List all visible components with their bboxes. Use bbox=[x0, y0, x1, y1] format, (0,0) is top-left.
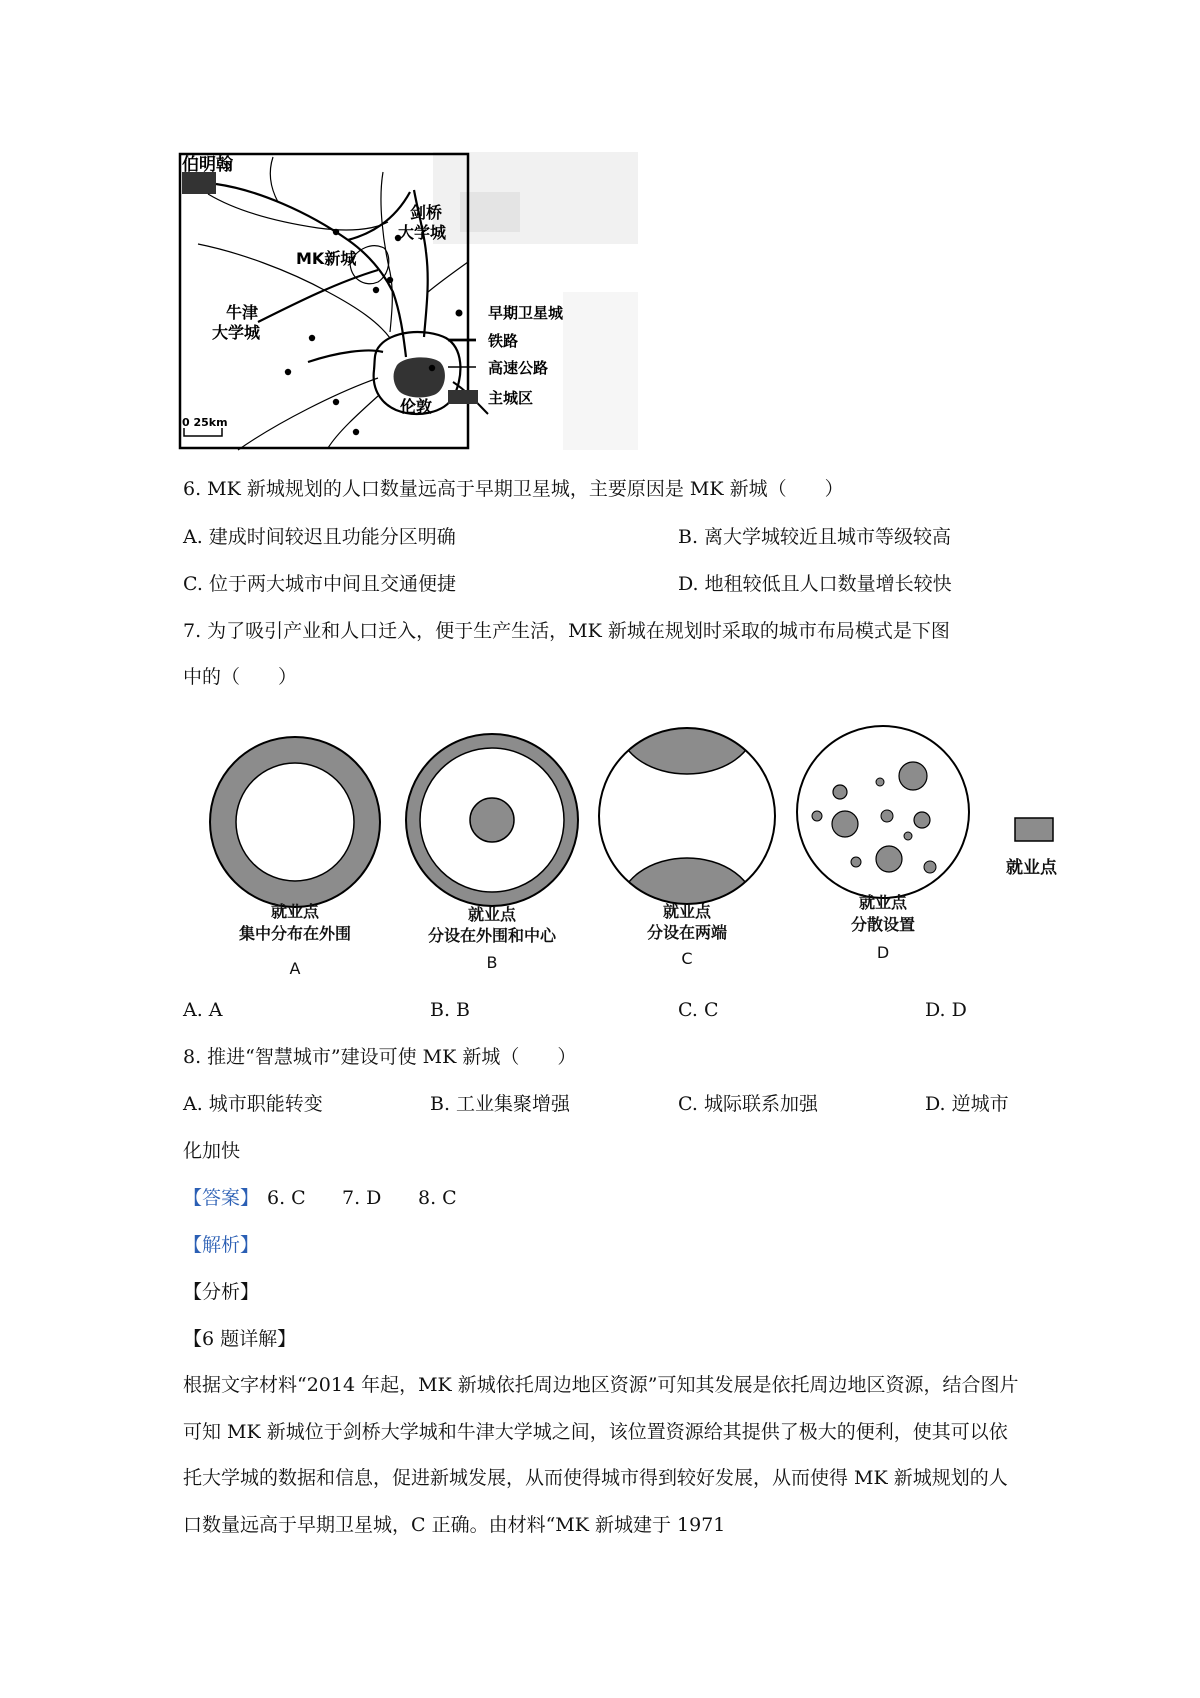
analysis-label: 【解析】 bbox=[183, 1234, 260, 1256]
diagram-legend-swatch bbox=[1015, 818, 1053, 841]
answer-label: 【答案】 bbox=[183, 1187, 260, 1209]
diagram-d-spot bbox=[833, 785, 847, 799]
railway-line bbox=[308, 350, 383, 362]
diagram-a-caption: 集中分布在外围 bbox=[238, 924, 352, 943]
legend-main-area-icon bbox=[448, 390, 478, 404]
detail-paragraph: 根据文字材料“2014 年起，MK 新城依托周边地区资源”可知其发展是依托周边地区资源，结合图片可知 MK 新城位于剑桥大学城和牛津大学城之间，该位置资源给其提供了极大的便利，使其可以依托大学城的数据和信息，促进新城发展，从而使得城市得到较好发展，从而使得 MK 新城规划的人口数量远高于早期卫星城，C 正确。由材料“MK 新城建于 1971 bbox=[183, 1374, 1019, 1536]
scan-noise bbox=[563, 292, 638, 450]
scale-bar bbox=[184, 428, 222, 436]
q8-option-d[interactable]: D. 逆城市 bbox=[925, 1093, 1009, 1115]
legend-highway: 高速公路 bbox=[488, 359, 549, 377]
q8-option-b[interactable]: B. 工业集聚增强 bbox=[430, 1093, 571, 1115]
diagram-legend-label: 就业点 bbox=[1006, 858, 1057, 878]
diagram-d-caption: 分散设置 bbox=[850, 915, 916, 934]
map-label-london: 伦敦 bbox=[400, 397, 433, 416]
railway-line bbox=[258, 270, 378, 322]
map-figure bbox=[178, 152, 638, 450]
satellite-town-dot bbox=[373, 287, 379, 293]
legend-main-area: 主城区 bbox=[488, 389, 534, 407]
map-label-oxford: 牛津 bbox=[226, 303, 259, 322]
satellite-town-dot bbox=[333, 399, 339, 405]
diagram-d-spot bbox=[851, 857, 861, 867]
highway-line bbox=[208, 194, 388, 230]
map-label-cambridge: 剑桥 bbox=[410, 203, 443, 222]
diagram-d-spot bbox=[924, 861, 936, 873]
diagram-d-spot bbox=[876, 846, 902, 872]
legend-railway: 铁路 bbox=[488, 332, 519, 350]
answer-7: 7. D bbox=[342, 1187, 382, 1209]
highway-line bbox=[238, 378, 378, 450]
legend-satellite: 早期卫星城 bbox=[488, 304, 564, 322]
satellite-town-dot bbox=[429, 365, 435, 371]
diagram-d-spot bbox=[899, 762, 927, 790]
scale-label: 0 25km bbox=[182, 416, 228, 429]
q8-option-c[interactable]: C. 城际联系加强 bbox=[678, 1093, 818, 1115]
highway-line bbox=[428, 262, 468, 292]
q7-stem-line2: 中的（ ） bbox=[183, 666, 298, 688]
diagram-c-caption: 分设在两端 bbox=[646, 923, 728, 942]
map-svg bbox=[178, 152, 638, 450]
diagram-c-caption: 就业点 bbox=[662, 902, 712, 921]
q6-option-c[interactable]: C. 位于两大城市中间且交通便捷 bbox=[183, 573, 456, 595]
satellite-town-dot bbox=[285, 369, 291, 375]
birmingham-main-area bbox=[182, 172, 216, 194]
diagram-d-letter: D bbox=[876, 943, 890, 962]
diagram-b-letter: B bbox=[486, 953, 498, 972]
london-main-area bbox=[394, 357, 445, 397]
satellite-town-dot bbox=[387, 277, 393, 283]
q7-stem-line1: 7. 为了吸引产业和人口迁入，便于生产生活，MK 新城在规划时采取的城市布局模式是下图 bbox=[183, 620, 950, 642]
q7-option-c[interactable]: C. C bbox=[678, 999, 719, 1021]
diagram-b-caption: 分设在外围和中心 bbox=[427, 926, 557, 945]
q7-option-b[interactable]: B. B bbox=[430, 999, 471, 1021]
answer-8: 8. C bbox=[418, 1187, 457, 1209]
q8-option-a[interactable]: A. 城市职能转变 bbox=[183, 1093, 323, 1115]
map-label-cambridge: 大学城 bbox=[398, 223, 447, 242]
map-label-birmingham: 伯明翰 bbox=[182, 155, 233, 175]
q6-option-a[interactable]: A. 建成时间较迟且功能分区明确 bbox=[183, 526, 456, 548]
diagram-d-spot bbox=[812, 811, 822, 821]
q7-option-d[interactable]: D. D bbox=[925, 999, 967, 1021]
diagram-a-letter: A bbox=[289, 959, 301, 978]
diagram-d-caption: 就业点 bbox=[858, 893, 908, 912]
diagram-d-spot bbox=[904, 832, 912, 840]
diagram-d-spot bbox=[881, 810, 893, 822]
layout-diagram-svg bbox=[200, 702, 1057, 984]
highway-line bbox=[270, 157, 278, 202]
q8-stem: 8. 推进“智慧城市”建设可使 MK 新城（ ） bbox=[183, 1046, 577, 1068]
satellite-town-dot bbox=[353, 429, 359, 435]
diagram-c-letter: C bbox=[681, 949, 693, 968]
satellite-town-dot bbox=[333, 229, 339, 235]
legend-dot-icon bbox=[456, 310, 463, 317]
diagram-d-spot bbox=[832, 811, 858, 837]
answer-6: 6. C bbox=[267, 1187, 306, 1209]
q6-option-d[interactable]: D. 地租较低且人口数量增长较快 bbox=[678, 573, 952, 595]
diagram-c-top-zone bbox=[619, 678, 755, 774]
detail-6-label: 【6 题详解】 bbox=[183, 1328, 297, 1350]
q7-option-a[interactable]: A. A bbox=[183, 999, 223, 1021]
satellite-town-dot bbox=[309, 335, 315, 341]
q6-option-b[interactable]: B. 离大学城较近且城市等级较高 bbox=[678, 526, 952, 548]
diagram-b-caption: 就业点 bbox=[467, 905, 517, 924]
layout-diagram bbox=[200, 702, 1057, 984]
diagram-a-inner-area bbox=[236, 763, 354, 881]
diagram-a-caption: 就业点 bbox=[270, 902, 320, 921]
q6-stem: 6. MK 新城规划的人口数量远高于早期卫星城，主要原因是 MK 新城（ ） bbox=[183, 478, 844, 500]
map-label-oxford: 大学城 bbox=[212, 323, 261, 342]
diagram-d-spot bbox=[876, 778, 884, 786]
diagram-d-spot bbox=[914, 812, 930, 828]
map-label-mk: MK新城 bbox=[296, 249, 357, 268]
diagram-b-center-spot bbox=[470, 798, 514, 842]
fenxi-label: 【分析】 bbox=[183, 1281, 260, 1303]
q8-option-d-continued: 化加快 bbox=[183, 1140, 241, 1162]
